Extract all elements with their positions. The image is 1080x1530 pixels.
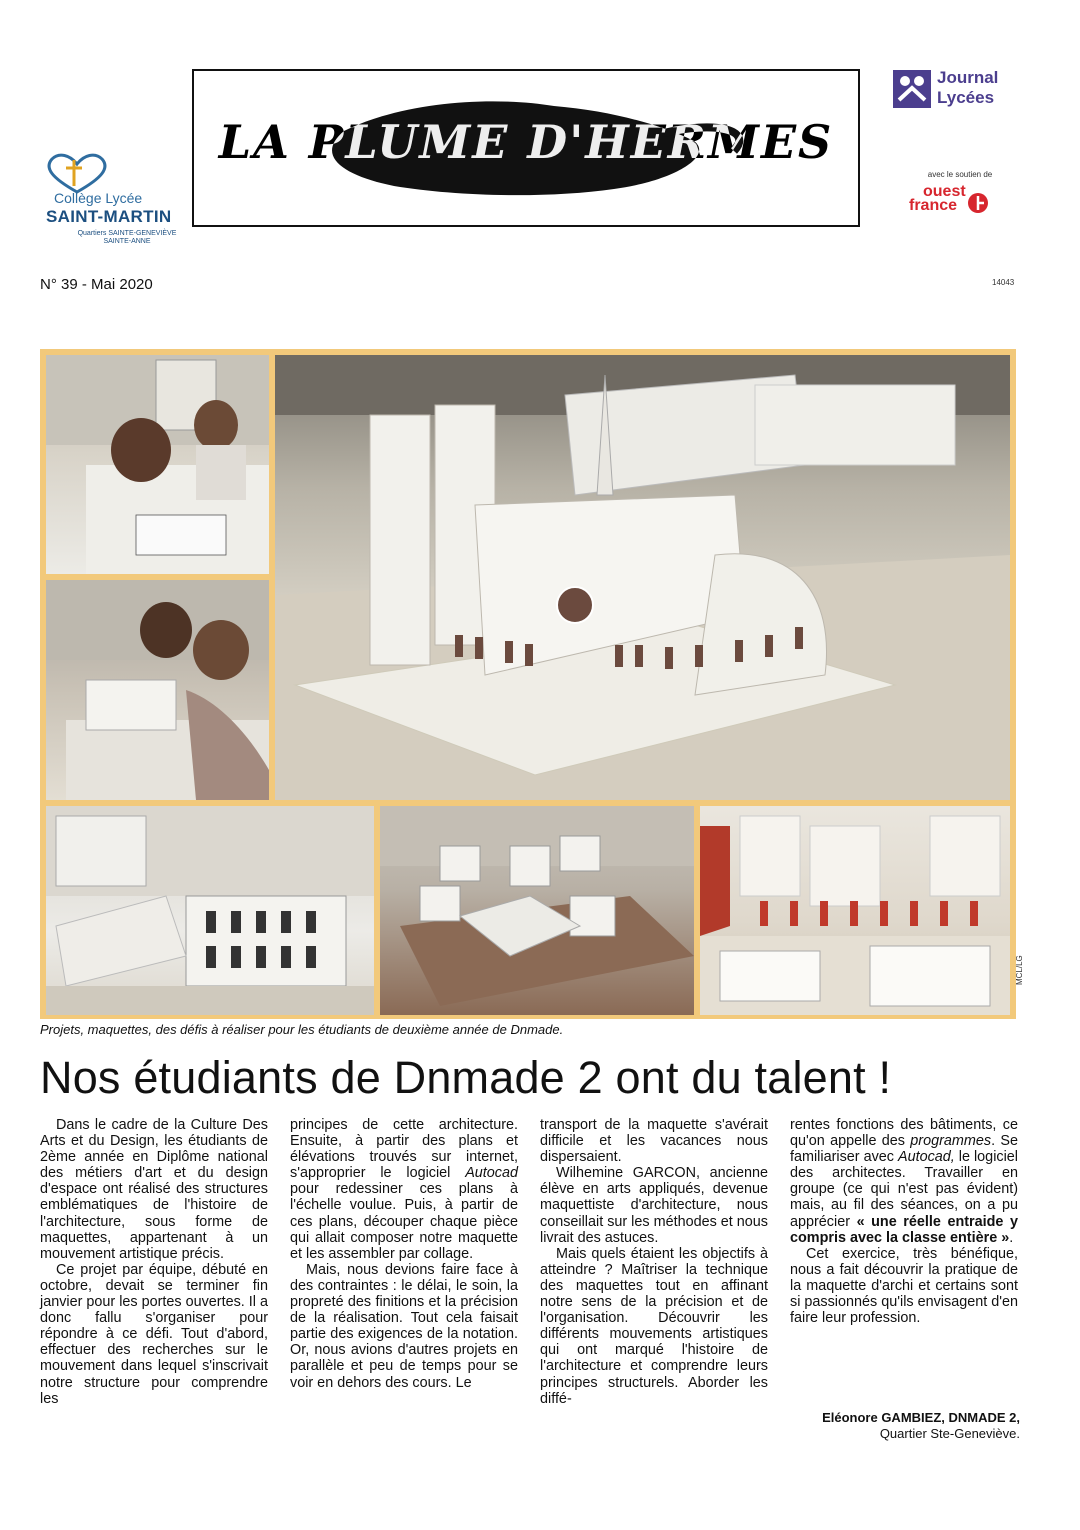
article-paragraph: Cet exercice, très bénéfique, nous a fait découvrir la pratique de la maquette d'archi et certains sont si passionnés qu'ils envisagent d'en faire leur profession. <box>790 1245 1018 1327</box>
school-logo <box>40 152 200 254</box>
article-paragraph <box>790 1117 1018 1246</box>
issue-code: 14043 <box>992 278 1015 287</box>
journal-lycees-icon <box>893 70 931 108</box>
article-paragraph: Mais, nous devions faire face à des contraintes : le délai, le soin, la propreté des finitions et la précision de la réalisation. Tout cela faisait partie des exigences de la notation. Or, nous avions d'autres projets en parallèle et peu de temps pour se voir en dehors des cours. Le <box>290 1261 518 1391</box>
photo-notre-dame-model <box>275 355 1010 800</box>
article-italic: Autocad <box>465 1165 518 1182</box>
sponsor-label: avec le soutien de <box>927 170 993 179</box>
article-paragraph: Ce projet par équipe, débuté en octobre, devait se terminer fin janvier pour les portes ouvertes. Il a donc fallu s'organiser pour répondre à ce défi. Tout d'abord, effectuer des recherches sur le mouvement dans lequel s'inscrivait notre structure pour comprendre les <box>40 1261 268 1407</box>
photo-design-boards <box>700 806 1010 1015</box>
school-logo-line2: SAINT-MARTIN <box>46 207 172 226</box>
article-quote: « une réelle entraide y compris avec la classe entière » <box>790 1213 1018 1246</box>
article-column-2 <box>290 1117 518 1391</box>
issue-label: N° 39 - Mai 2020 <box>40 276 153 293</box>
article-paragraph: Wilhemine GARCON, ancienne élève en arts appliqués, devenue maquettiste d'architecture, nous conseillait sur les méthodes et nous livrait des astuces. <box>540 1165 768 1246</box>
sponsor-brand-line2: france <box>909 197 958 214</box>
article-text: . <box>1009 1229 1014 1246</box>
school-logo-line3: Quartiers SAINTE-GENEVIÈVE SAINTE-ANNE <box>77 230 177 245</box>
author-location: Quartier Ste-Geneviève. <box>879 1426 1020 1441</box>
article-paragraph <box>290 1117 518 1262</box>
article-text: rentes fonctions des bâtiments, ce qu'on appelle des <box>790 1117 1018 1150</box>
article-column-3 <box>540 1117 768 1407</box>
article-italic: programmes <box>910 1133 992 1150</box>
article-column-4 <box>790 1117 1018 1326</box>
sponsor-brand-line1: ouest <box>923 183 966 200</box>
author-name: Eléonore GAMBIEZ, DNMADE 2, <box>822 1410 1020 1425</box>
sponsor-logo <box>905 184 1015 218</box>
photo-modern-model <box>380 806 694 1015</box>
article-text: . Se familiariser avec <box>790 1133 1018 1166</box>
masthead <box>192 69 860 227</box>
photo-building-models <box>46 806 374 1015</box>
article-signature <box>790 1410 1020 1442</box>
article-column-1 <box>40 1117 268 1407</box>
article-text: principes de cette architecture. Ensuite, à partir des plans et élévations trouvés sur internet, s'approprier le logiciel <box>290 1117 518 1182</box>
photo-collage <box>40 349 1016 1019</box>
school-logo-line1: Collège Lycée <box>54 190 143 206</box>
article-headline: Nos étudiants de Dnmade 2 ont du talent ! <box>40 1052 892 1103</box>
article-italic: Autocad, <box>897 1149 955 1166</box>
masthead-title: LA PLUME D'HERMES <box>218 115 834 169</box>
partner-logo <box>893 68 1023 112</box>
article-text: pour redessiner ces plans à l'échelle voulue. Puis, à partir de ces plans, découper chaque pièce qui allait composer notre maquette et les assembler par collage. <box>290 1181 518 1262</box>
article-text: le logiciel des architectes. Travailler en groupe (ce qui n'est pas évident) mais, au fil des séances, on a pu apprécier <box>790 1149 1018 1230</box>
photo-students-model <box>46 580 269 800</box>
photo-caption: Projets, maquettes, des défis à réaliser pour les étudiants de deuxième année de Dnmade. <box>40 1022 564 1037</box>
heart-cross-icon <box>42 152 112 194</box>
ouest-france-icon <box>967 192 989 214</box>
photo-students-drawing <box>46 355 269 574</box>
photo-credit: MCL/LG <box>1015 955 1024 985</box>
partner-logo-line2: Lycées <box>937 88 995 107</box>
partner-logo-line1: Journal <box>937 68 999 87</box>
article-paragraph: transport de la maquette s'avérait difficile et les vacances nous dispersaient. <box>540 1117 768 1166</box>
article-paragraph: Dans le cadre de la Culture Des Arts et du Design, les étudiants de 2ème année en Diplôme national des métiers d'art et du design d'espace ont réalisé des structures emblématiques de l'histoire de l'architecture, sous forme de maquettes, appartenant à un mouvement artistique précis. <box>40 1117 268 1262</box>
article-paragraph: Mais quels étaient les objectifs à atteindre ? Maîtriser la technique des maquettes tout en affinant notre sens de la précision et de l'organisation. Découvrir les différents mouvements artistiques qui ont marqué l'histoire de l'architecture et comprendre leurs principes structurels. Aborder les diffé- <box>540 1245 768 1407</box>
